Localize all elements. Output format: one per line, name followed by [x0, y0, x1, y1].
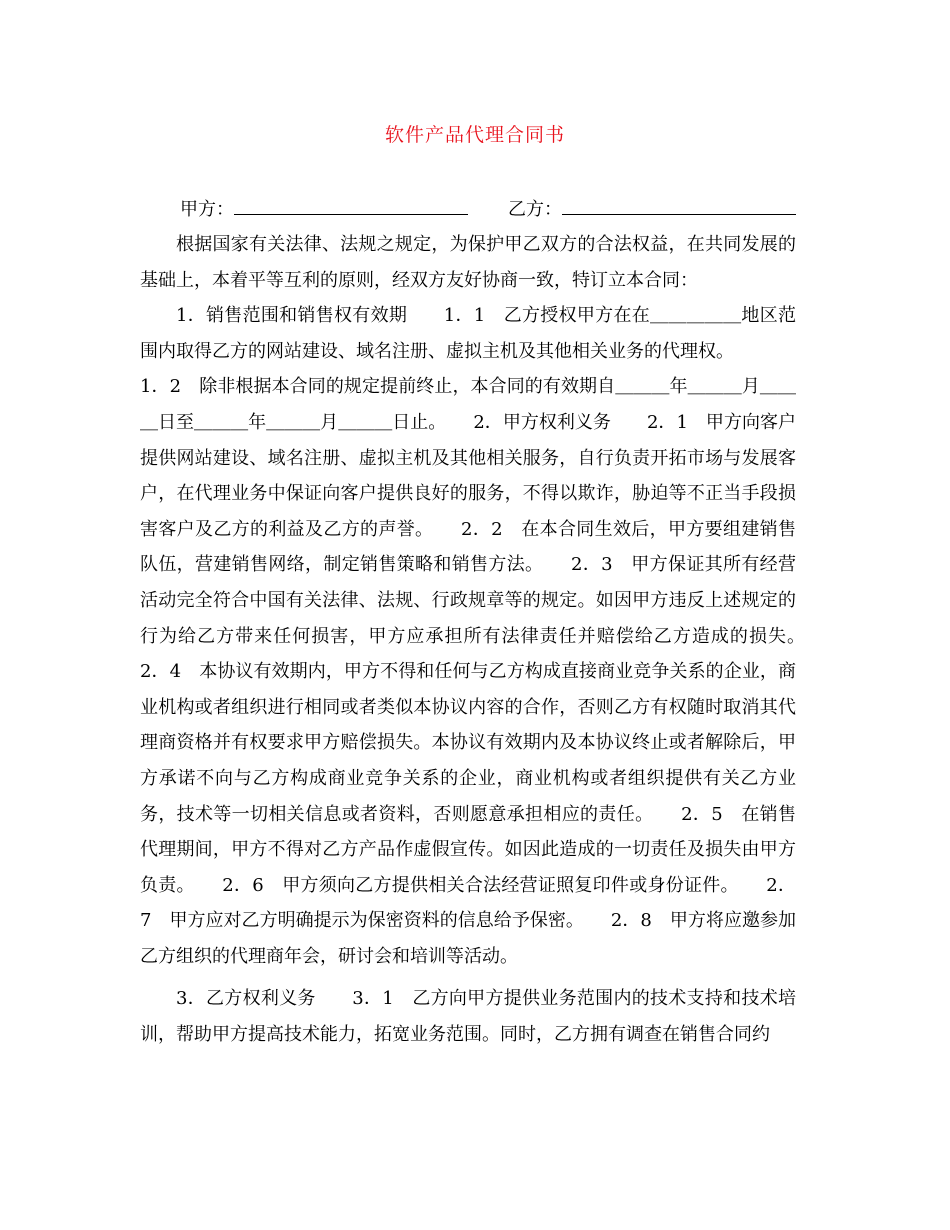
- paragraph-section-1: 1．销售范围和销售权有效期 1．1 乙方授权甲方在在＿＿＿＿＿地区范围内取得乙方的网站建设、域名注册、虚拟主机及其他相关业务的代理权。: [140, 305, 796, 362]
- party-b-blank: [562, 196, 796, 215]
- paragraph-preamble: 根据国家有关法律、法规之规定，为保护甲乙双方的合法权益，在共同发展的基础上，本着平等互利的原则，经双方友好协商一致，特订立本合同：: [140, 234, 796, 291]
- paragraph-section-3: 3．乙方权利义务 3．1 乙方向甲方提供业务范围内的技术支持和技术培训，帮助甲方提高技术能力，拓宽业务范围。同时，乙方拥有调查在销售合同约: [140, 988, 796, 1046]
- party-b-label: 乙方：: [508, 199, 562, 220]
- party-line: [180, 196, 796, 223]
- party-a-label: 甲方：: [180, 199, 234, 220]
- party-a-blank: [234, 196, 468, 215]
- document-title: 软件产品代理合同书: [384, 124, 565, 146]
- contract-body: [140, 227, 832, 1053]
- paragraph-section-1-2-and-2: 1．2 除非根据本合同的规定提前终止，本合同的有效期自＿＿＿年＿＿＿月＿＿＿日至＿＿＿年＿＿＿月＿＿＿日止。 2．甲方权利义务 2．1 甲方向客户提供网站建设、域名注册、虚拟主机及其他相关服务，自行负责开拓市场与发展客户，在代理业务中保证向客户提供良好的服务，不得以欺诈，胁迫等不正当手段损害客户及乙方的利益及乙方的声誉。 2．2 在本合同生效后，甲方要组建销售队伍，营建销售网络，制定销售策略和销售方法。 2．3 甲方保证其所有经营活动完全符合中国有关法律、法规、行政规章等的规定。如因甲方违反上述规定的行为给乙方带来任何损害，甲方应承担所有法律责任并赔偿给乙方造成的损失。 2．4 本协议有效期内，甲方不得和任何与乙方构成直接商业竞争关系的企业，商业机构或者组织进行相同或者类似本协议内容的合作，否则乙方有权随时取消其代理商资格并有权要求甲方赔偿损失。本协议有效期内及本协议终止或者解除后，甲方承诺不向与乙方构成商业竞争关系的企业，商业机构或者组织提供有关乙方业务，技术等一切相关信息或者资料，否则愿意承担相应的责任。 2．5 在销售代理期间，甲方不得对乙方产品作虚假宣传。如因此造成的一切责任及损失由甲方负责。 2．6 甲方须向乙方提供相关合法经营证照复印件或身份证件。 2．7 甲方应对乙方明确提示为保密资料的信息给予保密。 2．8 甲方将应邀参加乙方组织的代理商年会，研讨会和培训等活动。: [140, 376, 832, 967]
